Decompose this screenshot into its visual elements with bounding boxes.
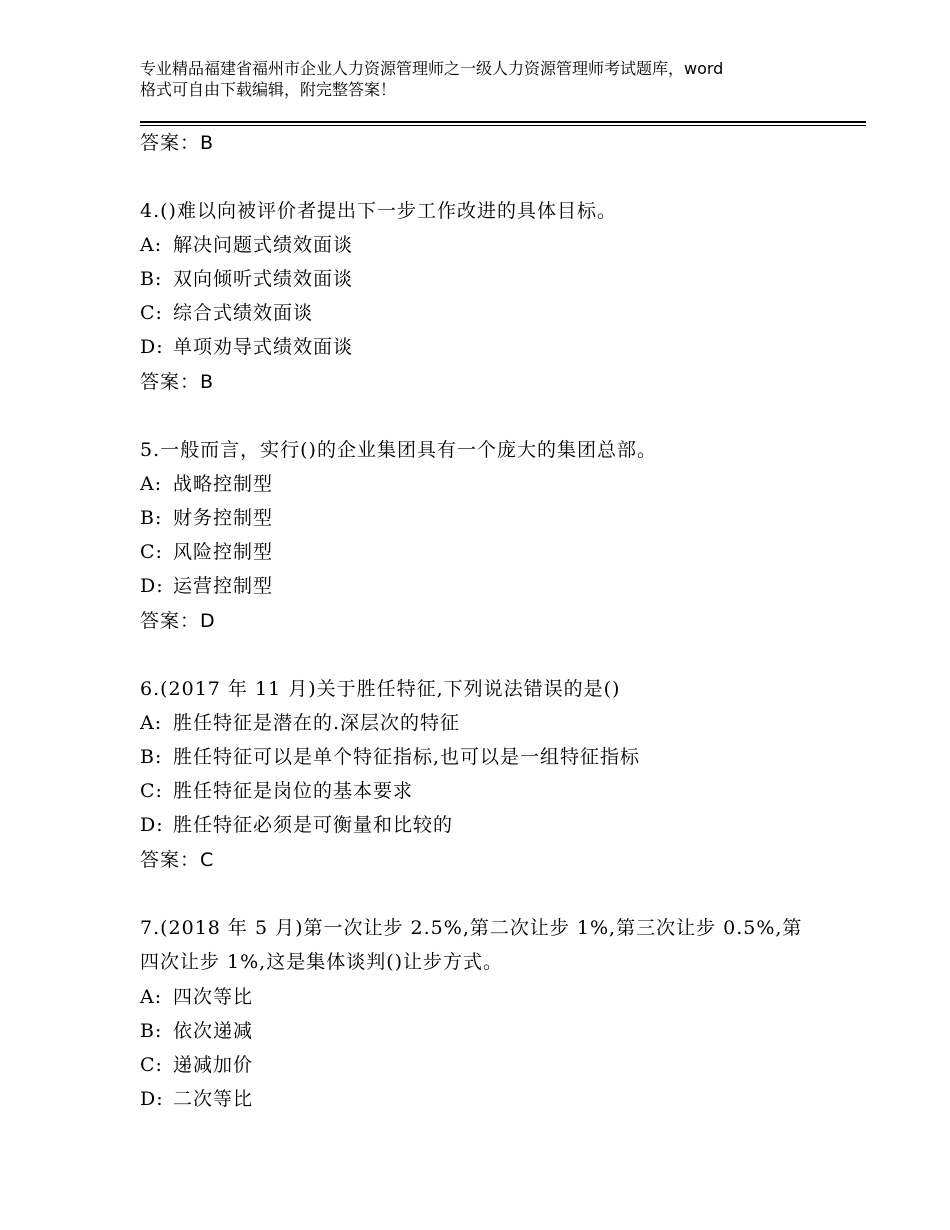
answer-line: 答案：B (140, 371, 215, 393)
option-text: 四次等比 (173, 986, 254, 1008)
option-letter: A: (140, 986, 163, 1008)
option-letter: B: (140, 268, 163, 290)
option-a (140, 472, 273, 496)
option-text: 战略控制型 (173, 473, 274, 495)
option-letter: D: (140, 1088, 164, 1110)
option-a (140, 711, 460, 735)
option-letter: D: (140, 575, 164, 597)
option-a (140, 233, 353, 257)
option-c (140, 540, 273, 564)
option-letter: A: (140, 473, 163, 495)
option-a (140, 985, 253, 1009)
header-rule-thick (140, 121, 866, 123)
option-d (140, 813, 453, 837)
option-text: 递减加价 (173, 1054, 254, 1076)
previous-answer: 答案：B (140, 132, 215, 154)
question-stem-line-1: 7.(2018 年 5 月)第一次让步 2.5%,第二次让步 1%,第三次让步 0.5%,第 (140, 917, 803, 939)
option-c (140, 779, 413, 803)
option-letter: A: (140, 234, 163, 256)
option-letter: A: (140, 712, 163, 734)
option-letter: B: (140, 507, 163, 529)
header-line-2: 格式可自由下载编辑，附完整答案！ (140, 80, 397, 99)
option-letter: D: (140, 336, 164, 358)
option-letter: B: (140, 1020, 163, 1042)
option-c (140, 1053, 253, 1077)
answer-line: 答案：C (140, 849, 215, 871)
document-header (140, 58, 840, 100)
option-d (140, 335, 353, 359)
option-b (140, 745, 640, 769)
option-letter: B: (140, 746, 163, 768)
option-text: 单项劝导式绩效面谈 (173, 336, 354, 358)
option-text: 解决问题式绩效面谈 (173, 234, 354, 256)
question-stem: 5.一般而言，实行()的企业集团具有一个庞大的集团总部。 (140, 439, 657, 461)
option-b (140, 267, 353, 291)
option-text: 依次递减 (173, 1020, 254, 1042)
option-text: 运营控制型 (173, 575, 274, 597)
option-letter: C: (140, 780, 163, 802)
question-stem: 6.(2017 年 11 月)关于胜任特征,下列说法错误的是() (140, 678, 621, 700)
option-letter: C: (140, 302, 163, 324)
header-line-1: 专业精品福建省福州市企业人力资源管理师之一级人力资源管理师考试题库，word (140, 59, 724, 78)
option-text: 胜任特征是潜在的.深层次的特征 (173, 712, 461, 734)
option-c (140, 301, 313, 325)
option-text: 二次等比 (173, 1088, 254, 1110)
answer-line: 答案：D (140, 610, 216, 632)
option-b (140, 1019, 253, 1043)
option-text: 胜任特征可以是单个特征指标,也可以是一组特征指标 (173, 746, 641, 768)
option-d (140, 574, 273, 598)
option-text: 综合式绩效面谈 (173, 302, 314, 324)
option-d (140, 1087, 253, 1111)
header-rule-thin (140, 125, 866, 126)
option-letter: C: (140, 1054, 163, 1076)
option-letter: D: (140, 814, 164, 836)
option-text: 财务控制型 (173, 507, 274, 529)
option-text: 双向倾听式绩效面谈 (173, 268, 354, 290)
option-text: 风险控制型 (173, 541, 274, 563)
option-text: 胜任特征必须是可衡量和比较的 (173, 814, 454, 836)
option-letter: C: (140, 541, 163, 563)
question-stem: 4.()难以向被评价者提出下一步工作改进的具体目标。 (140, 200, 617, 222)
option-text: 胜任特征是岗位的基本要求 (173, 780, 414, 802)
question-stem-line-2: 四次让步 1%,这是集体谈判()让步方式。 (140, 951, 504, 973)
option-b (140, 506, 273, 530)
